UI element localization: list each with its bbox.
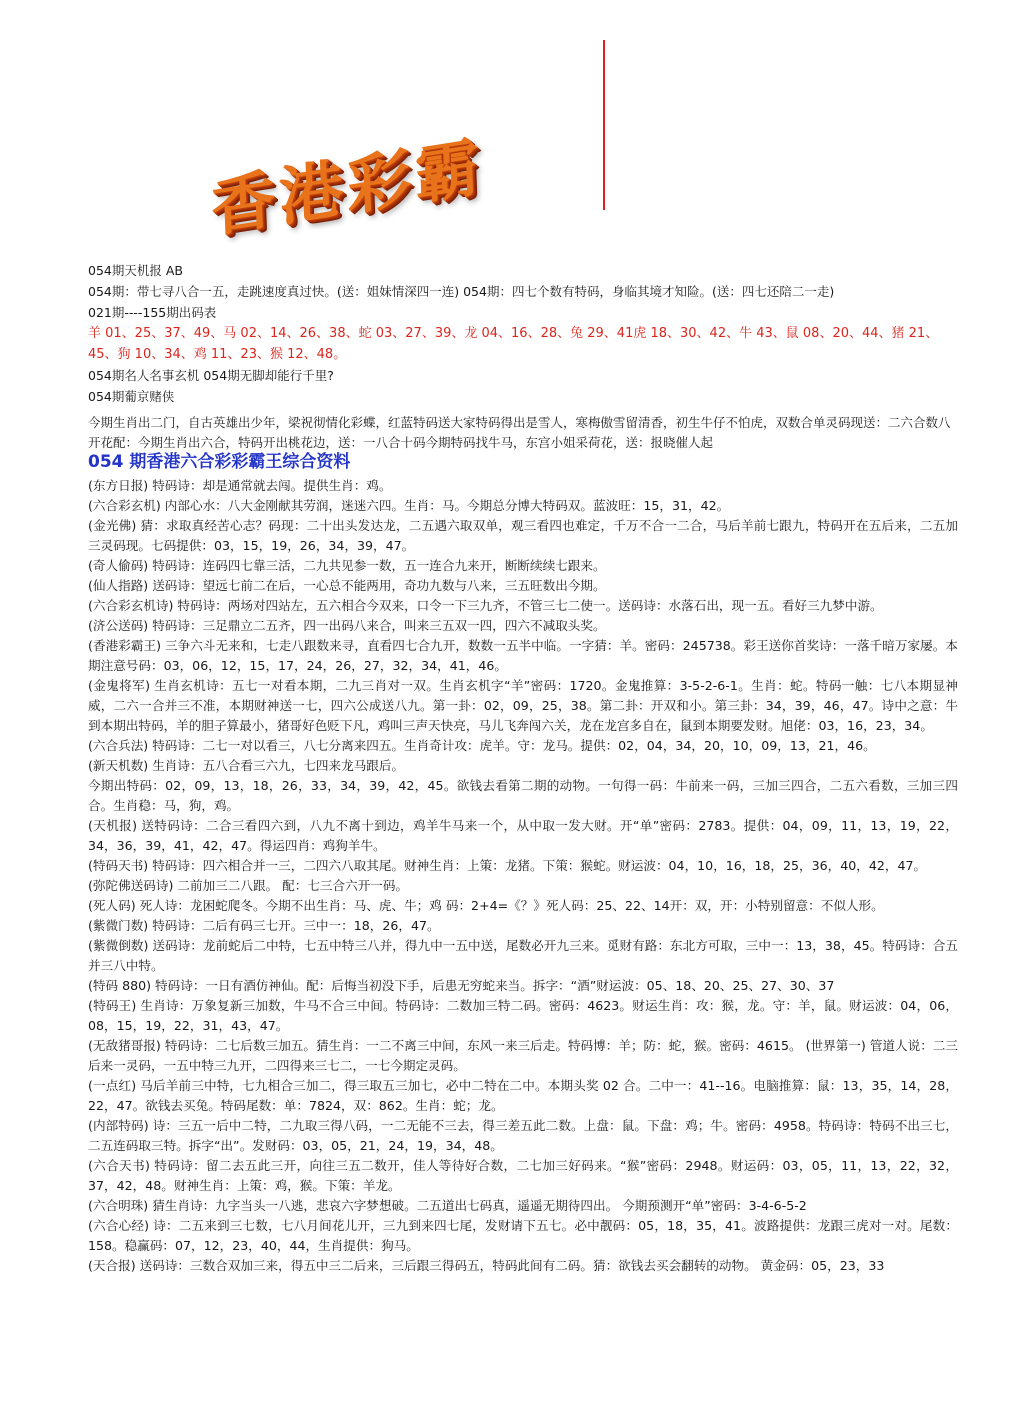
banner-title: 香港彩霸 xyxy=(209,129,485,247)
entry: (天机报) 送特码诗：二合三看四六到，八九不离十到边，鸡羊牛马来一个，从中取一发大财。开“单”密码：2783。提供：04，09，11，13，19，22，34，36，39，41，42，47。得运四肖：鸡狗羊牛。 xyxy=(88,818,958,853)
entry: (香港彩霸王) 三争六斗无来和，七走八跟数来寻，直看四七合九开，数数一五半中临。一字猜：羊。密码：245738。彩王送你首奖诗：一落千暗万家屡。本期注意号码：03，06，12，15，17，24，26，27，32，34，41，46。 xyxy=(88,638,958,673)
entry: (内部特码) 诗：三五一后中二特，二九取三得八码，一二无能不三去，得三差五此二数。上盘：鼠。下盘：鸡；牛。密码：4958。特码诗：特码不出三七，二五连码取三特。拆字“出”。发财码：03，05，21，24，19，34，48。 xyxy=(88,1118,958,1153)
entries-list xyxy=(88,476,958,1308)
entry: (六合彩玄机) 内部心水：八大金刚献其劳润，迷迷六四。生肖：马。今期总分博大特码双。蓝波旺：15，31，42。 xyxy=(88,498,730,513)
entry: (紫微门数) 特码诗：二后有码三七开。三中一：18，26，47。 xyxy=(88,918,440,933)
entry: (六合心经) 诗：二五来到三七数，七八月间花儿开，三九到来四七尾，发财请下五七。必中靓码：05，18，35，41。波路提供：龙跟三虎对一对。尾数：158。稳赢码：07，12，23，40，44，生肖提供：狗马。 xyxy=(88,1218,958,1253)
entry: (东方日报) 特码诗：却是通常就去闯。提供生肖：鸡。 xyxy=(88,478,392,493)
entry: (金光佛) 猜：求取真经苦心志？码现：二十出头发达龙，二五遇六取双单，观三看四也难定，千万不合一二合，马后羊前七跟九，特码开在五后来，二五加三灵码现。七码提供：03，15，19，26，34，39，47。 xyxy=(88,518,958,553)
intro-line-3: 021期----155期出码表 xyxy=(88,305,217,320)
entry: (特码 880) 特码诗：一日有酒仿神仙。配：后悔当初没下手，后患无穷蛇来当。拆字：“酒”财运波：05、18、20、25、27、30、37 xyxy=(88,978,835,993)
entry: (奇人偷码) 特码诗：连码四七靠三活，二九共见参一数，五一连合九来开，断断续续七跟来。 xyxy=(88,558,606,573)
entry: (济公送码) 特码诗：三足鼎立二五齐，四一出码八来合，叫来三五双一四，四六不减取头奖。 xyxy=(88,618,606,633)
entry: (仙人指路) 送码诗：望远七前二在后，一心总不能两用，奇功九数与八来，三五旺数出今期。 xyxy=(88,578,606,593)
entry: (六合彩玄机诗) 特码诗：两场对四站左，五六相合今双来，口令一下三九齐，不管三七二使一。送码诗：水落石出，现一五。看好三九梦中游。 xyxy=(88,598,883,613)
entry: (六合天书) 特码诗：留二去五此三开，向往三五二数开，佳人等待好合数，二七加三好码来。“猴”密码：2948。财运码：03，05，11，13，22，32，37，42，48。财神生肖：上策：鸡，猴。下策：羊龙。 xyxy=(88,1158,958,1193)
intro-paragraph: 今期生肖出二门，自古英雄出少年，梁祝彻情化彩蝶，红蓝特码送大家特码得出是雪人，寒梅傲雪留清香，初生牛仔不怕虎，双数合单灵码现送：二六合数八开花配：今期生肖出六合，特码开出桃花边，送：一八合十码今期特码找牛马，东宫小姐采荷花，送：报晓催人起 xyxy=(88,415,951,450)
red-vertical-rule xyxy=(603,40,605,210)
entry: 今期出特码：02，09，13，18，26，33，34，39，42，45。欲钱去看第二期的动物。一句得一码：牛前来一码，三加三四合，二五六看数，三加三四合。生肖稳：马，狗，鸡。 xyxy=(88,778,958,813)
banner xyxy=(205,120,610,270)
intro-block xyxy=(88,260,958,453)
entry: (特码王) 生肖诗：万象复新三加数，牛马不合三中间。特码诗：二数加三特二码。密码：4623。财运生肖：攻：猴，龙。守：羊，鼠。财运波：04，06，08，15，19，22，31，43，47。 xyxy=(88,998,958,1033)
entry: (一点红) 马后羊前三中特，七九相合三加二，得三取五三加七，必中二特在二中。本期头奖 02 合。二中一：41--16。电脑推算：鼠：13，35，14，28，22，47。欲钱去买兔。特码尾数：单：7824，双：862。生肖：蛇；龙。 xyxy=(88,1078,958,1113)
entry: (特码天书) 特码诗：四六相合并一三，二四六八取其尾。财神生肖：上策：龙猪。下策：猴蛇。财运波：04，10，16，18，25，36，40，42，47。 xyxy=(88,858,927,873)
intro-line-1: 054期天机报 AB xyxy=(88,263,183,278)
entry: (死人码) 死人诗：龙困蛇爬冬。今期不出生肖：马、虎、牛；鸡 码：2+4=《？》死人码：25、22、14开：双，开：小特别留意：不似人形。 xyxy=(88,898,884,913)
entry: (新天机数) 生肖诗：五八合看三六九，七四来龙马跟后。 xyxy=(88,758,405,773)
entry: (金鬼将军) 生肖玄机诗：五七一对看本期，二九三肖对一双。生肖玄机字“羊”密码：1720。金鬼推算：3-5-2-6-1。生肖：蛇。特码一触：七八本期显神威，二六一合并三不准，本期财神送一七，四六公成送八九。第一卦：02，09，25，38。第二卦：开双和小。第三卦：34，39，46，47。诗中之意：牛到本期出特码，羊的胆子算最小，猪哥好色贬下凡，鸡叫三声天快亮，马儿飞奔闯六关，龙在龙宫多自在，鼠到本期要发财。旭佬：03，16，23，34。 xyxy=(88,678,958,733)
entry: (六合明珠) 猜生肖诗：九字当头一八逃，悲哀六字梦想破。二五道出七码真，遥遥无期待四出。 今期预测开“单”密码：3-4-6-5-2 xyxy=(88,1198,807,1213)
section-title: 054 期香港六合彩彩霸王综合资料 xyxy=(88,452,351,472)
entry: (天合报) 送码诗：三数合双加三来，得五中三二后来，三后跟三得码五，特码此间有二码。猜：欲钱去买会翻转的动物。 黄金码：05，23，33 xyxy=(88,1258,885,1273)
zodiac-number-table: 羊 01、25、37、49、马 02、14、26、38、蛇 03、27、39、龙 04、16、28、兔 29、41虎 18、30、42、牛 43、鼠 08、20、44、猪 21、45、狗 10、34、鸡 11、23、猴 12、48。 xyxy=(88,326,939,362)
entry: (无敌猪哥报) 特码诗：二七后数三加五。猜生肖：一二不离三中间，东风一来三后走。特码博：羊；防：蛇，猴。密码：4615。 (世界第一) 管道人说：二三后来一灵码，一五中特三九开，二四得来三七二，一七今期定灵码。 xyxy=(88,1038,958,1073)
intro-line-4: 054期名人名事玄机 054期无脚却能行千里? xyxy=(88,368,334,383)
entry: (紫微倒数) 送码诗：龙前蛇后二中特，七五中特三八并，得九中一五中送，尾数必开九三来。觅财有路：东北方可取，三中一：13，38，45。特码诗：合五并三八中特。 xyxy=(88,938,958,973)
entry: (六合兵法) 特码诗：二七一对以看三，八七分离来四五。生肖奇计攻：虎羊。守：龙马。提供：02，04，34，20，10，09，13，21，46。 xyxy=(88,738,876,753)
intro-line-2: 054期：带七寻八合一五，走跳速度真过快。(送：姐妹情深四一连) 054期：四七个数有特码，身临其境才知险。(送：四七还陪二一走) xyxy=(88,284,835,299)
intro-line-5: 054期葡京赌侠 xyxy=(88,389,175,404)
entry: (弥陀佛送码诗) 二前加三二八跟。 配：七三合六开一码。 xyxy=(88,878,409,893)
